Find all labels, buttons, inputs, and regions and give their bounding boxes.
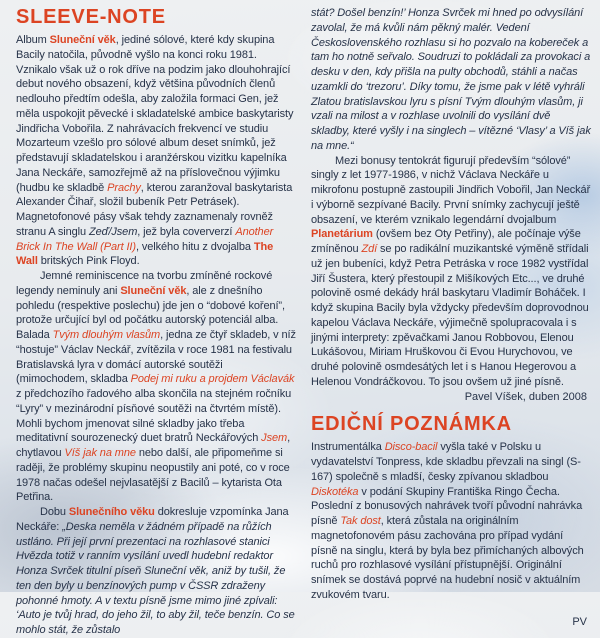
body-text: Instrumentálka [311,441,385,454]
highlighted-title: Prachy [107,181,141,194]
byline: PV [572,615,587,628]
body-text: , kterou zaranžoval baskytarista Alexander Čihař, složil bubeník Petr Petrásek). Magnetofonové pásy však tehdy zaznamenaly rovněž stranu A singlu [16,181,293,238]
highlighted-title: Tak dost [340,515,381,527]
body-text: Dobu [40,506,69,518]
body-text: (ovšem bez Oty Petřiny), ale počínaje výše zmíněnou [311,228,581,255]
byline: Pavel Víšek, duben 2008 [464,390,587,403]
paragraph [311,154,591,390]
body-text: z předchozího řadového alba skončila na stejném ročníku “Lyry” v mezinárodní písňové soutěži na čtvrtém místě). Mohli bychom jmenovat silné skladby jako třeba meditativní sourozenecký duet bratrů Neckářových [16,388,292,445]
paragraph [311,6,591,154]
highlighted-title: Zeď/Jsem [89,225,138,238]
paragraph [311,440,591,602]
body-text: se po radikální muzikantské výměně střídali už jen bubeníci, když Petra Petráska v roce 1982 vystřídal Jiří Šustera, který přestoupil z Mišíkových Etc..., ve druhé polovině osmé dekády hrál baskytaru Vladimír Boháček. I když skupina Bacily byla vždycky především doprovodnou kapelou Václava Neckáře, výjimečně spolupracovala i s jinými interprety: zpěvačkami Janou Robbovou, Elenou Lukášovou, Miriam Hruškovou či Evou Hurychovou, ve druhé polovině osmdesátých let i s Hanou Hegerovou a Helenou Vondráčkovou. To jsou ovšem už jiné písně. [311,243,589,388]
body-text: , velkého hitu z dvojalba [135,240,254,253]
body-text: Album [16,34,50,46]
paragraph [16,33,296,269]
section-heading: SLEEVE-NOTE [16,6,166,28]
highlighted-title: Sluneční věk [120,284,187,297]
paragraph [16,269,296,505]
section-heading: EDIČNÍ POZNÁMKA [311,413,512,436]
highlighted-title: Jsem [261,432,288,445]
body-text: , která zůstala na originálním magnetofonovém pásu zachována pro případ vydání písně na singlu, která by byla bez přimíchaných albových ruchů pro rozhlasové vysílání přístupnější. Originální snímek se dostává poprvé na hudební nosič v aktuálním zvukovém tvaru. [311,515,584,601]
highlighted-title: Tvým dlouhým vlasům [52,329,161,341]
highlighted-title: Another Brick In The Wall (Part II) [16,225,274,253]
highlighted-title: Sluneční věk [49,34,116,46]
highlighted-title: stát? Došel benzín!’ Honza Svrček mi hned po odvysílání zavolal, že má kvůli nám pěkný malér. Vedení Československého rozhlasu si ho pozvalo na kobereček a tam ho notně seřvalo. Soudruzi to pokládali za provokaci a desku v den, kdy přišla na pulty obchodů, stáhli a načas uzamkli do ‘trezoru’. Díky tomu, že jsme pak v létě vyhráli Zlatou bratislavskou lyru s písní Tvým dlouhým vlasům, ji vzali na milost a v rozhlase uvolnili do vysílání dvě skladby, které vyšly i na singlech – vítězné ‘Vlasy’ a Víš jak na mne.“ [311,7,591,152]
body-text: dokresluje vzpomínka Jana Neckáře: [16,506,289,533]
body-text: vyšla také v Polsku u vydavatelství Tonpress, kde skladbu převzali na singl (S-167) společně s mladší, česky zpívanou skladbou [311,441,581,483]
body-text: Mezi bonusy tentokrát figurují především “sólové” singly z let 1977-1986, v nichž Václava Neckáře u mikrofonu postupně zastoupili Jindřich Vobořil, Jan Neckář i výborně sezpívané Bacily. První snímky zachycují ještě obsazení, ve kterém vznikalo legendární dvojalbum [311,154,591,226]
highlighted-title: Planetárium [311,228,373,241]
body-text: , chytlavou [16,432,291,459]
highlighted-title: „Deska neměla v žádném případě na růžích ustláno. Při její první prezentaci na rozhlasové stanici Hvězda totiž v ranním vysílání uvedl hudební redaktor Honza Svrček titulní píseň Sluneční věk, aniž by tušil, že ten den byly u benzínových pump v ČSSR zdraženy pohonné hmoty. A v textu písně jsme mimo jiné zpívali: ‘Auto je tvůj hrad, do jeho žil, to aby žil, teče benzín. Co se mohlo stát, že zůstalo [16,520,295,636]
right-column [311,6,591,628]
body-text: , jedna ze čtyř skladeb, v níž “hostuje” Václav Neckář, zvítězila v roce 1981 na festivalu Bratislavská lyra v domácí autorské soutěži (mimochodem, skladba [16,329,296,386]
highlighted-title: Víš jak na mne [64,447,136,459]
body-text: v podání Skupiny Františka Ringo Čecha. Poslední z bonusových nahrávek tvoří původní nahrávka písně [311,485,583,527]
highlighted-title: Disco-bacil [384,441,438,454]
body-text: britských Pink Floyd. [37,255,140,268]
highlighted-title: Diskotéka [311,485,359,498]
body-text: Jemné reminiscence na tvorbu zmíněné rockové legendy neminuly ani [16,270,273,297]
highlighted-title: The Wall [16,240,274,268]
highlighted-title: Zdí [361,243,378,255]
left-column [16,6,296,636]
body-text: , ale z dnešního pohledu (respektive poslechu) jde jen o “dobové koření”, protože určující byl od počátku autorský potenciál alba. Balada [16,284,285,341]
highlighted-title: Slunečního věku [68,506,155,518]
highlighted-title: Podej mi ruku a projdem Václavák [130,373,295,386]
body-text: , jediné sólové, které kdy skupina Bacily natočila, původně vyšlo na konci roku 1981. Vznikalo však už o rok dříve na podzim jako dlouhohrající debut nového obsazení, když většina původních členů nedlouho předtím odešla, aby založila formaci Gen, jež měla uspokojit pěvecké i skladatelské ambice baskytaristy Jindřicha Vobořila. Z nahrávacích frekvencí ve studiu Mozarteum vzešlo pro sólové album deset snímků, jež představují skladatelskou i aranžérskou vizitku kapelníka Jana Neckáře, samozřejmě až na příslovečnou výjimku (hudbu ke skladbě [16,34,294,194]
body-text: , jež byla coververzí [137,225,236,238]
paragraph [16,505,296,638]
body-text: nebo další, ale připomeňme si raději, že problémy skupinu neopustily ani poté, co v roce 1978 načas odešel nejvlasatější z Bacilů – kytarista Ota Petřina. [16,447,290,504]
